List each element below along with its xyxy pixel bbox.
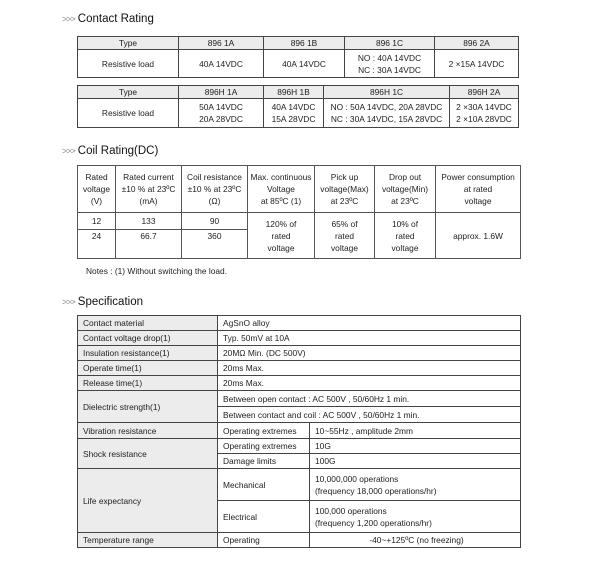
rated-voltage-cell: 24 [78,230,116,259]
chevrons-icon: >>> [62,146,75,156]
header-cell: Max. continuous Voltage at 85ºC (1) [248,166,315,213]
value-cell: NO : 40A 14VDC NC : 30A 14VDC [345,50,435,78]
spec-sublabel: Operating [218,533,310,548]
rated-current-cell: 133 [116,213,182,230]
type-label: Type [78,37,179,50]
spec-label: Release time(1) [78,376,218,391]
spec-value: Between contact and coil : AC 500V , 50/60Hz 1 min. [218,407,521,423]
type-cell: 896 1A [179,37,264,50]
chevrons-icon: >>> [62,297,75,307]
contact-rating-table-1 [77,36,519,78]
power-cell: approx. 1.6W [436,213,521,259]
spec-value: 100G [310,454,521,469]
spec-value: Between open contact : AC 500V , 50/60Hz 1 min. [218,391,521,407]
spec-label: Shock resistance [78,439,218,469]
spec-label: Insulation resistance(1) [78,346,218,361]
coil-resistance-cell: 360 [182,230,248,259]
value-cell: 40A 14VDC 15A 28VDC [264,99,324,128]
contact-rating-heading: >>> Contact Rating [62,13,154,25]
dropout-cell: 10% of rated voltage [375,213,436,259]
coil-rating-table [77,165,521,259]
header-cell: Power consumption at rated voltage [436,166,521,213]
type-cell: 896H 1A [179,86,264,99]
spec-value: Typ. 50mV at 10A [218,331,521,346]
type-label: Type [78,86,179,99]
coil-rating-heading: >>> Coil Rating(DC) [62,145,159,157]
spec-sublabel: Electrical [218,501,310,533]
spec-sublabel: Operating extremes [218,439,310,454]
value-cell: 40A 14VDC [179,50,264,78]
value-cell: 50A 14VDC 20A 28VDC [179,99,264,128]
spec-value: -40~+125ºC (no freezing) [310,533,521,548]
max-continuous-cell: 120% of rated voltage [248,213,315,259]
spec-sublabel: Mechanical [218,469,310,501]
spec-sublabel: Damage limits [218,454,310,469]
pickup-cell: 65% of rated voltage [315,213,375,259]
specification-table [77,315,521,548]
header-cell: Coil resistance ±10 % at 23ºC (Ω) [182,166,248,213]
value-cell: 40A 14VDC [264,50,345,78]
specification-heading: >>> Specification [62,296,143,308]
contact-rating-table-2 [77,85,519,128]
spec-value: 10~55Hz , amplitude 2mm [310,423,521,439]
type-cell: 896H 2A [450,86,519,99]
type-cell: 896H 1B [264,86,324,99]
value-cell: 2 ×30A 14VDC 2 ×10A 28VDC [450,99,519,128]
type-cell: 896H 1C [324,86,450,99]
spec-label: Temperature range [78,533,218,548]
rated-current-cell: 66.7 [116,230,182,259]
spec-label: Dielectric strength(1) [78,391,218,423]
header-cell: Rated current ±10 % at 23ºC (mA) [116,166,182,213]
type-cell: 896 1B [264,37,345,50]
type-cell: 896 1C [345,37,435,50]
spec-value: 100,000 operations (frequency 1,200 operations/hr) [310,501,521,533]
value-cell: NO : 50A 14VDC, 20A 28VDC NC : 30A 14VDC, 15A 28VDC [324,99,450,128]
row-label: Resistive load [78,50,179,78]
spec-label: Life expectancy [78,469,218,533]
spec-value: 10,000,000 operations (frequency 18,000 operations/hr) [310,469,521,501]
header-cell: Pick up voltage(Max) at 23ºC [315,166,375,213]
spec-value: 20ms Max. [218,361,521,376]
spec-label: Vibration resistance [78,423,218,439]
header-cell: Rated voltage (V) [78,166,116,213]
spec-value: 20MΩ Min. (DC 500V) [218,346,521,361]
spec-value: 20ms Max. [218,376,521,391]
coil-note: Notes : (1) Without switching the load. [86,266,228,276]
rated-voltage-cell: 12 [78,213,116,230]
spec-label: Contact material [78,316,218,331]
chevrons-icon: >>> [62,14,75,24]
row-label: Resistive load [78,99,179,128]
type-cell: 896 2A [435,37,519,50]
spec-label: Operate time(1) [78,361,218,376]
spec-label: Contact voltage drop(1) [78,331,218,346]
spec-value: 10G [310,439,521,454]
header-cell: Drop out voltage(Min) at 23ºC [375,166,436,213]
coil-resistance-cell: 90 [182,213,248,230]
spec-sublabel: Operating extremes [218,423,310,439]
value-cell: 2 ×15A 14VDC [435,50,519,78]
spec-value: AgSnO alloy [218,316,521,331]
